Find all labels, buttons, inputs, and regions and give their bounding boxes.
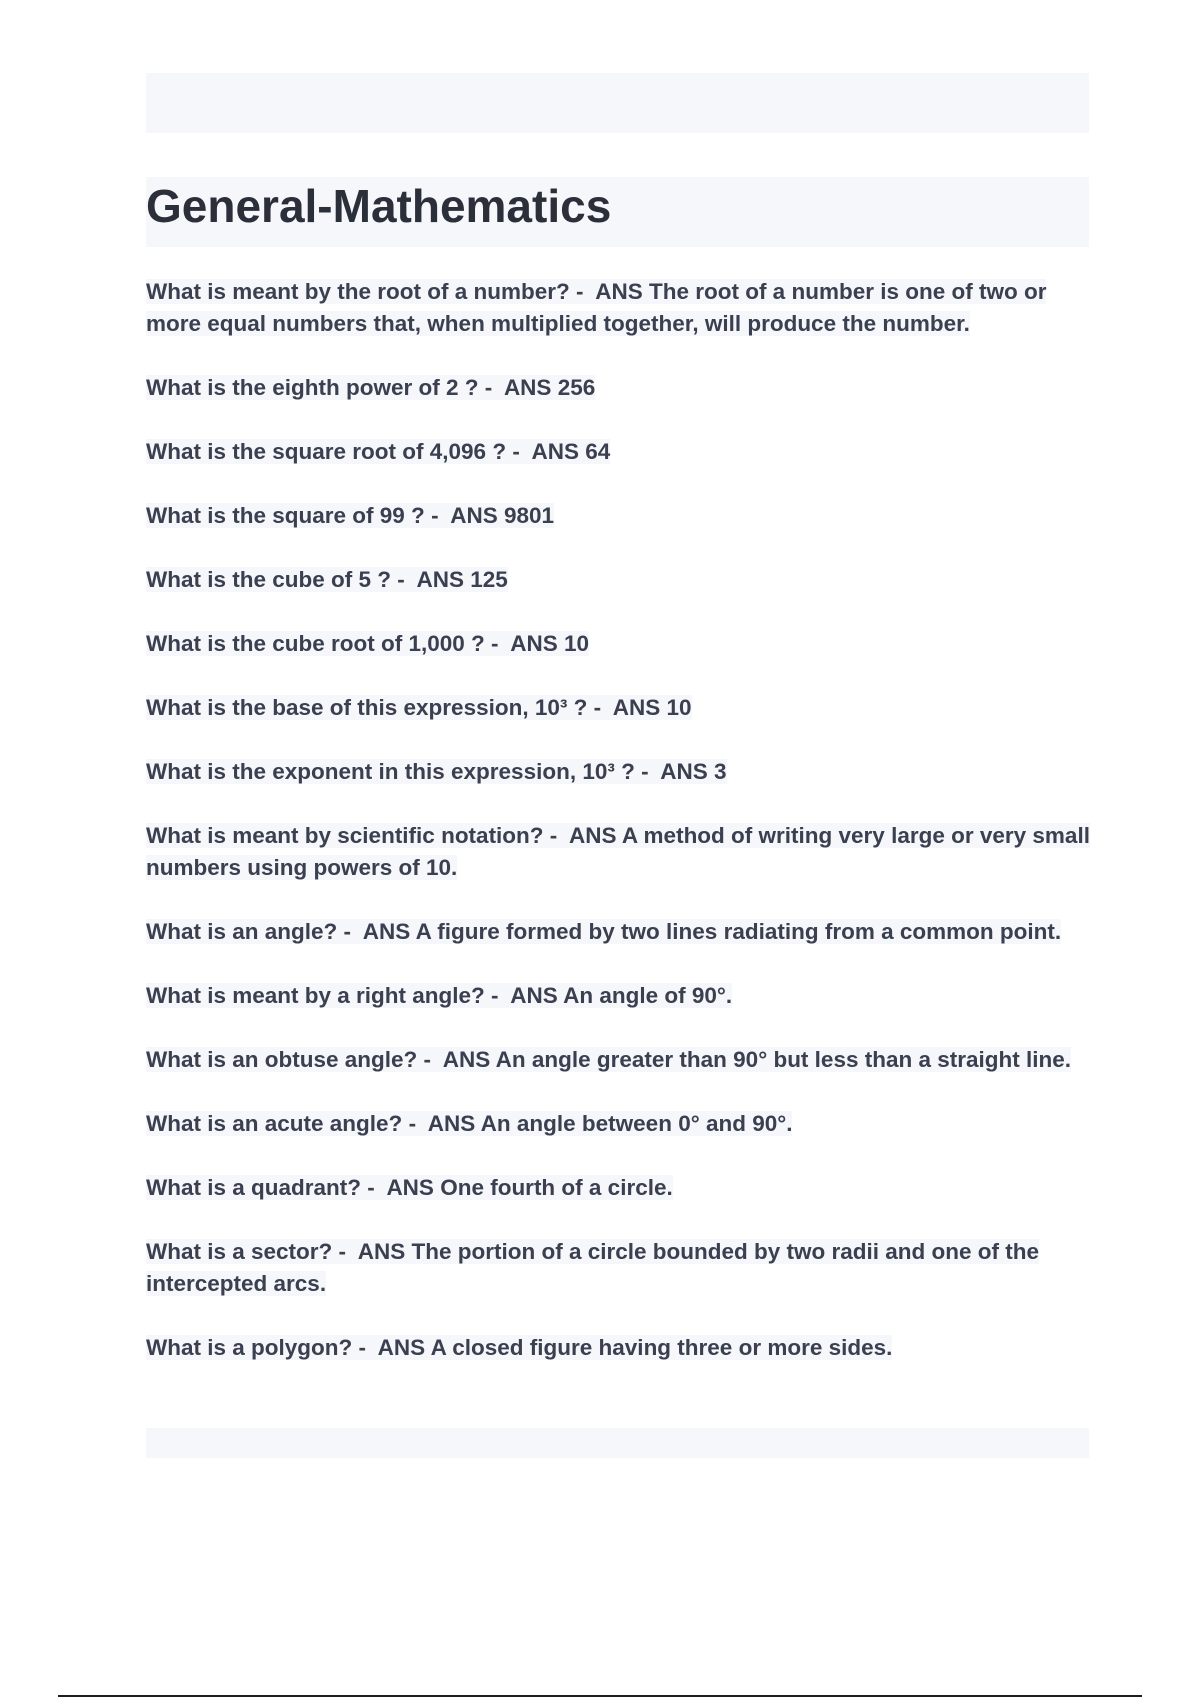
qa-item xyxy=(146,756,1091,788)
qa-highlight xyxy=(146,503,554,528)
question-text: What is the eighth power of 2 ? xyxy=(146,375,479,400)
qa-item xyxy=(146,564,1091,596)
qa-item xyxy=(146,276,1091,340)
qa-separator: - xyxy=(332,1239,358,1264)
qa-highlight xyxy=(146,759,727,784)
qa-separator: - xyxy=(478,375,504,400)
answer-text: ANS A closed figure having three or more sides. xyxy=(377,1335,893,1360)
question-text: What is the exponent in this expression, 10³ ? xyxy=(146,759,635,784)
qa-highlight xyxy=(146,1111,792,1136)
qa-highlight xyxy=(146,631,589,656)
qa-highlight xyxy=(146,695,692,720)
qa-separator: - xyxy=(634,759,661,784)
answer-text: ANS A method of writing very large or very small numbers using powers of 10. xyxy=(146,823,1090,880)
answer-text: ANS 3 xyxy=(660,759,727,784)
qa-separator: - xyxy=(543,823,569,848)
qa-separator: - xyxy=(402,1111,428,1136)
answer-text: ANS An angle of 90°. xyxy=(510,983,733,1008)
answer-text: ANS A figure formed by two lines radiating from a common point. xyxy=(362,919,1062,944)
qa-highlight xyxy=(146,439,610,464)
question-text: What is a sector? xyxy=(146,1239,333,1264)
qa-item xyxy=(146,820,1091,884)
qa-separator: - xyxy=(352,1335,378,1360)
answer-text: ANS An angle greater than 90° but less than a straight line. xyxy=(442,1047,1072,1072)
qa-separator: - xyxy=(506,439,532,464)
qa-highlight xyxy=(146,1239,1039,1296)
answer-text: ANS 10 xyxy=(612,695,692,720)
qa-highlight xyxy=(146,567,508,592)
qa-highlight xyxy=(146,823,1090,880)
qa-separator: - xyxy=(484,631,511,656)
qa-highlight xyxy=(146,1175,673,1200)
qa-highlight xyxy=(146,375,595,400)
qa-item xyxy=(146,436,1091,468)
question-text: What is an acute angle? xyxy=(146,1111,403,1136)
qa-separator: - xyxy=(587,695,613,720)
qa-item xyxy=(146,628,1091,660)
question-text: What is the cube of 5 ? xyxy=(146,567,392,592)
answer-text: ANS 125 xyxy=(416,567,508,592)
question-text: What is the square root of 4,096 ? xyxy=(146,439,507,464)
question-text: What is the square of 99 ? xyxy=(146,503,425,528)
qa-highlight xyxy=(146,919,1061,944)
qa-separator: - xyxy=(361,1175,387,1200)
question-text: What is an obtuse angle? xyxy=(146,1047,418,1072)
qa-highlight xyxy=(146,1047,1071,1072)
answer-text: ANS One fourth of a circle. xyxy=(386,1175,673,1200)
qa-item xyxy=(146,1044,1091,1076)
qa-separator: - xyxy=(424,503,451,528)
answer-text: ANS 64 xyxy=(531,439,611,464)
question-text: What is a polygon? xyxy=(146,1335,353,1360)
header-band xyxy=(146,73,1089,133)
qa-highlight xyxy=(146,279,1046,336)
qa-item xyxy=(146,980,1091,1012)
qa-item xyxy=(146,1108,1091,1140)
page-title: General-Mathematics xyxy=(146,180,612,232)
question-text: What is meant by the root of a number? xyxy=(146,279,570,304)
qa-item xyxy=(146,1172,1091,1204)
qa-item xyxy=(146,916,1091,948)
answer-text: ANS The root of a number is one of two or more equal numbers that, when multiplied together, will produce the number. xyxy=(146,279,1047,336)
question-text: What is a quadrant? xyxy=(146,1175,362,1200)
qa-highlight xyxy=(146,983,732,1008)
question-text: What is meant by scientific notation? xyxy=(146,823,544,848)
question-text: What is meant by a right angle? xyxy=(146,983,485,1008)
answer-text: ANS 256 xyxy=(503,375,596,400)
qa-separator: - xyxy=(569,279,596,304)
qa-separator: - xyxy=(484,983,511,1008)
qa-item xyxy=(146,1332,1091,1364)
qa-separator: - xyxy=(391,567,417,592)
question-text: What is an angle? xyxy=(146,919,338,944)
footer-band xyxy=(146,1428,1089,1458)
footer-rule xyxy=(58,1695,1142,1697)
qa-item xyxy=(146,692,1091,724)
answer-text: ANS The portion of a circle bounded by two radii and one of the intercepted arcs. xyxy=(146,1239,1039,1296)
answer-text: ANS 9801 xyxy=(450,503,555,528)
answer-text: ANS 10 xyxy=(510,631,590,656)
qa-item xyxy=(146,500,1091,532)
question-text: What is the cube root of 1,000 ? xyxy=(146,631,485,656)
qa-item xyxy=(146,372,1091,404)
qa-highlight xyxy=(146,1335,892,1360)
question-text: What is the base of this expression, 10³ ? xyxy=(146,695,588,720)
answer-text: ANS An angle between 0° and 90°. xyxy=(427,1111,793,1136)
qa-list xyxy=(146,276,1091,1396)
qa-separator: - xyxy=(337,919,363,944)
qa-item xyxy=(146,1236,1091,1300)
qa-separator: - xyxy=(417,1047,443,1072)
